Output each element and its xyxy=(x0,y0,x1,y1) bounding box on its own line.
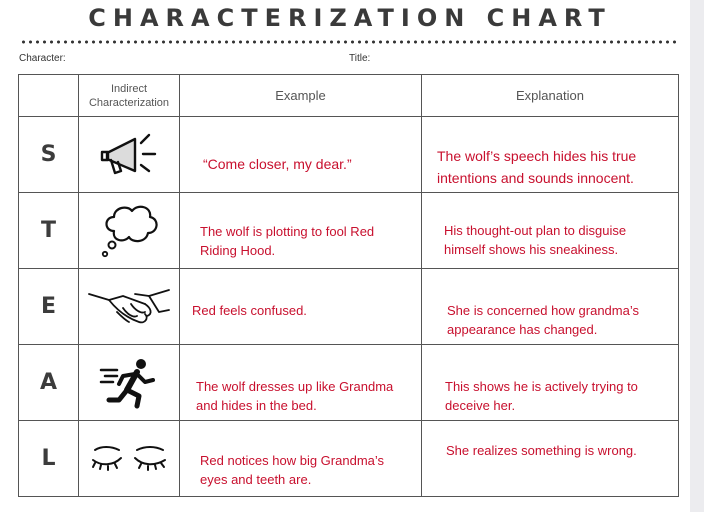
handshake-icon xyxy=(79,269,180,345)
page-title: CHARACTERIZATION CHART xyxy=(88,4,612,32)
thought-bubble-icon xyxy=(79,193,180,269)
example-text: Red feels confused. xyxy=(192,303,307,318)
row-letter: L xyxy=(19,421,79,497)
header-blank xyxy=(19,75,79,117)
example-cell xyxy=(180,269,422,345)
row-letter: T xyxy=(19,193,79,269)
header-explanation: Explanation xyxy=(422,75,679,117)
explanation-cell xyxy=(422,345,679,421)
explanation-text: She is concerned how grandma’s appearance has changed. xyxy=(447,303,639,337)
header-row xyxy=(19,75,679,117)
characterization-table xyxy=(18,74,679,497)
example-cell xyxy=(180,193,422,269)
example-text: The wolf dresses up like Grandma and hides in the bed. xyxy=(196,379,394,413)
example-cell xyxy=(180,345,422,421)
row-s xyxy=(19,117,679,193)
example-cell xyxy=(180,117,422,193)
explanation-cell xyxy=(422,193,679,269)
row-letter: S xyxy=(19,117,79,193)
dotted-divider xyxy=(20,40,678,44)
title-label: Title: xyxy=(349,53,371,64)
explanation-text: This shows he is actively trying to deceive her. xyxy=(445,379,638,413)
row-e xyxy=(19,269,679,345)
example-text: Red notices how big Grandma’s eyes and teeth are. xyxy=(200,453,385,487)
row-letter: E xyxy=(19,269,79,345)
explanation-text: She realizes something is wrong. xyxy=(446,443,637,458)
explanation-cell xyxy=(422,421,679,497)
header-example: Example xyxy=(180,75,422,117)
explanation-text: The wolf’s speech hides his true intentions and sounds innocent. xyxy=(437,148,637,186)
scroll-gutter xyxy=(690,0,704,512)
row-a xyxy=(19,345,679,421)
closed-eyes-icon xyxy=(79,421,180,497)
example-cell xyxy=(180,421,422,497)
row-l xyxy=(19,421,679,497)
example-text: “Come closer, my dear.” xyxy=(203,156,352,172)
row-letter: A xyxy=(19,345,79,421)
header-indirect: Indirect Characterization xyxy=(79,75,180,117)
explanation-text: His thought-out plan to disguise himself shows his sneakiness. xyxy=(444,223,627,257)
example-text: The wolf is plotting to fool Red Riding Hood. xyxy=(200,224,375,258)
character-label: Character: xyxy=(19,53,66,64)
running-person-icon xyxy=(79,345,180,421)
row-t xyxy=(19,193,679,269)
explanation-cell xyxy=(422,117,679,193)
explanation-cell xyxy=(422,269,679,345)
megaphone-icon xyxy=(79,117,180,193)
